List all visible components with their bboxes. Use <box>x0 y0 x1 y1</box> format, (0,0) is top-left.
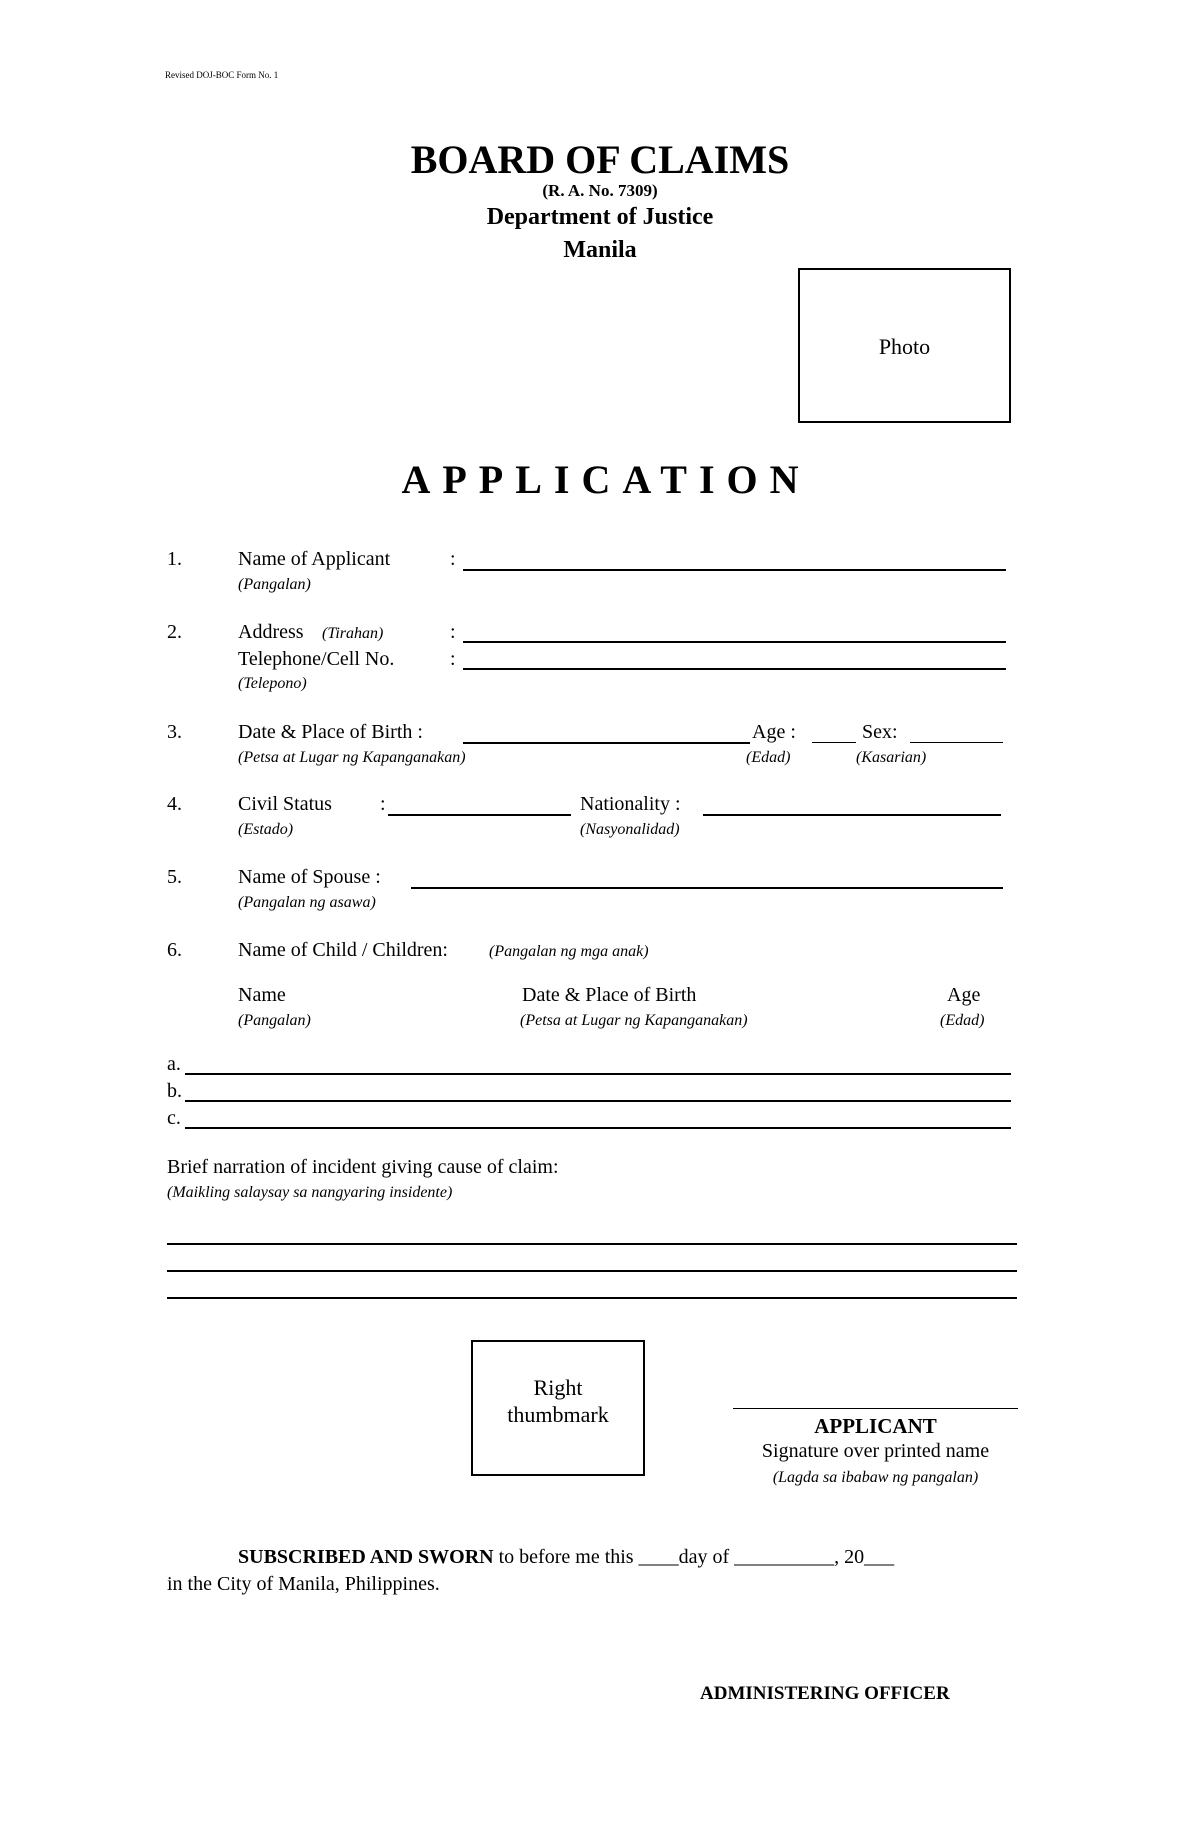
sex-field[interactable] <box>910 742 1003 743</box>
ra-number: (R. A. No. 7309) <box>542 181 658 200</box>
civil-status-field[interactable] <box>388 814 571 816</box>
narration-label: Brief narration of incident giving cause of claim: <box>167 1156 559 1178</box>
child-row-c-label: c. <box>167 1107 181 1129</box>
thumbmark-label-line2: thumbmark <box>507 1402 609 1427</box>
applicant-name-sub: (Pangalan) <box>238 576 311 593</box>
spouse-field[interactable] <box>411 887 1003 889</box>
col-birth-header: Date & Place of Birth <box>522 984 697 1006</box>
form-reference: Revised DOJ-BOC Form No. 1 <box>165 70 279 80</box>
page-title: BOARD OF CLAIMS <box>410 137 790 182</box>
narration-sub: (Maikling salaysay sa nangyaring insidente) <box>167 1184 453 1201</box>
phone-label: Telephone/Cell No. <box>238 648 395 670</box>
civil-status-sub: (Estado) <box>238 821 294 838</box>
nationality-field[interactable] <box>703 814 1001 816</box>
age-sub: (Edad) <box>746 749 791 766</box>
administering-officer-title: ADMINISTERING OFFICER <box>700 1683 950 1704</box>
nationality-label: Nationality : <box>580 793 681 815</box>
phone-sub: (Telepono) <box>238 675 307 692</box>
spouse-label: Name of Spouse : <box>238 866 381 888</box>
applicant-signature-line[interactable] <box>733 1408 1018 1409</box>
department-name: Department of Justice <box>486 204 714 230</box>
address-field[interactable] <box>463 641 1006 643</box>
oath-line-2: in the City of Manila, Philippines. <box>167 1573 440 1595</box>
child-row-b-label: b. <box>167 1080 182 1102</box>
address-colon: : <box>450 621 456 643</box>
col-birth-sub: (Petsa at Lugar ng Kapanganakan) <box>520 1012 748 1029</box>
signature-sub: (Lagda sa ibabaw ng pangalan) <box>772 1469 979 1486</box>
civil-status-label: Civil Status <box>238 793 332 815</box>
children-label-sub: (Pangalan ng mga anak) <box>489 943 649 960</box>
civil-status-colon: : <box>380 793 386 815</box>
item1-number: 1. <box>167 548 182 570</box>
oath-text: to before me this ____day of __________, 20___ <box>493 1546 895 1568</box>
child-row-c-field[interactable] <box>185 1127 1011 1129</box>
narration-line-2[interactable] <box>167 1270 1017 1272</box>
col-name-sub: (Pangalan) <box>238 1012 311 1029</box>
sex-sub: (Kasarian) <box>856 749 927 766</box>
birth-label: Date & Place of Birth : <box>238 721 423 743</box>
address-sub: (Tirahan) <box>322 625 384 642</box>
phone-colon: : <box>450 648 456 670</box>
form-title: APPLICATION <box>401 457 811 502</box>
signature-caption: Signature over printed name <box>761 1440 990 1462</box>
sex-label: Sex: <box>862 721 898 743</box>
thumbmark-box[interactable] <box>471 1340 645 1476</box>
item3-number: 3. <box>167 721 182 743</box>
applicant-name-label: Name of Applicant <box>238 548 391 570</box>
child-row-a-label: a. <box>167 1053 181 1075</box>
item6-number: 6. <box>167 939 182 961</box>
photo-box[interactable] <box>798 268 1011 423</box>
col-age-sub: (Edad) <box>940 1012 985 1029</box>
thumbmark-label-line1: Right <box>533 1375 583 1400</box>
phone-field[interactable] <box>463 668 1006 670</box>
item5-number: 5. <box>167 866 182 888</box>
age-field[interactable] <box>812 742 856 743</box>
item2-number: 2. <box>167 621 182 643</box>
photo-label: Photo <box>878 334 931 359</box>
child-row-b-field[interactable] <box>185 1100 1011 1102</box>
spouse-sub: (Pangalan ng asawa) <box>238 894 376 911</box>
col-name-header: Name <box>238 984 286 1006</box>
city-name: Manila <box>563 237 637 263</box>
applicant-name-field[interactable] <box>463 569 1006 571</box>
birth-sub: (Petsa at Lugar ng Kapanganakan) <box>238 749 466 766</box>
narration-line-1[interactable] <box>167 1243 1017 1245</box>
item4-number: 4. <box>167 793 182 815</box>
narration-line-3[interactable] <box>167 1297 1017 1299</box>
child-row-a-field[interactable] <box>185 1073 1011 1075</box>
col-age-header: Age <box>947 984 981 1006</box>
age-label: Age : <box>752 721 796 743</box>
applicant-title: APPLICANT <box>814 1414 937 1438</box>
applicant-name-colon: : <box>450 548 456 570</box>
nationality-sub: (Nasyonalidad) <box>580 821 680 838</box>
oath-line-1 <box>238 1546 894 1569</box>
children-label: Name of Child / Children: <box>238 939 448 961</box>
oath-bold-text: SUBSCRIBED AND SWORN <box>238 1546 494 1568</box>
address-label: Address <box>238 621 304 643</box>
birth-field[interactable] <box>463 742 750 744</box>
